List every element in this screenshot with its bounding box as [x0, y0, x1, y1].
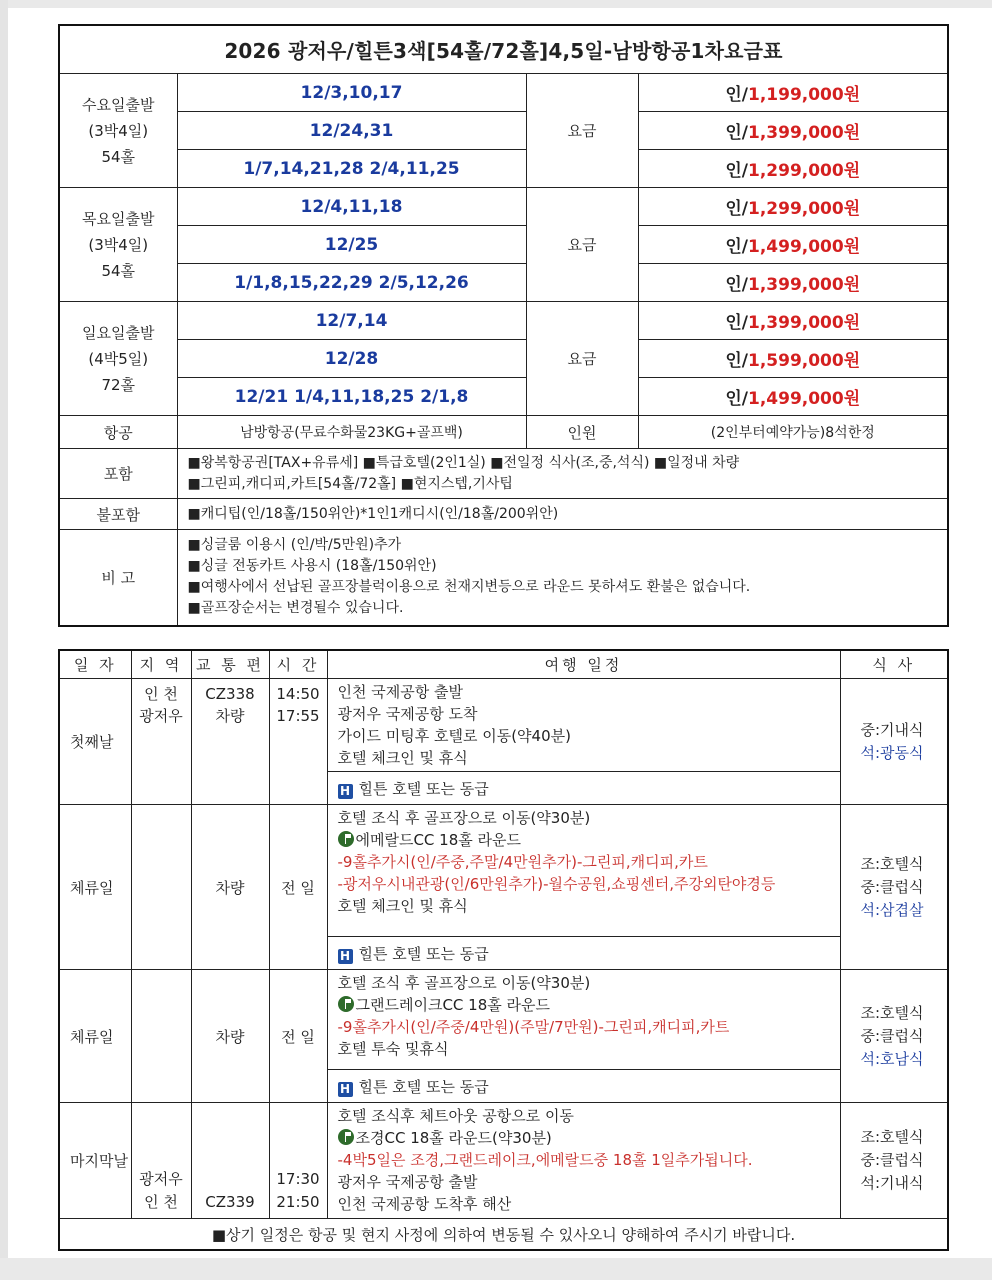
- hotel-cell: [327, 772, 840, 805]
- remarks-label: 비 고: [59, 530, 177, 626]
- golf-flag-icon: [338, 831, 354, 847]
- schedule-footer-note: ■상기 일정은 항공 및 현지 사정에 의하여 변동될 수 있사오니 양해하여 주시기 바랍니다.: [59, 1219, 948, 1251]
- hotel-text: 힐튼 호텔 또는 동급: [358, 779, 489, 798]
- price-prefix: 인/: [725, 123, 748, 143]
- departure-dates: 12/3,10,17: [177, 74, 526, 112]
- departure-dates: 12/4,11,18: [177, 188, 526, 226]
- activity-line: [338, 851, 830, 873]
- departure-group-line: 54홀: [101, 147, 136, 166]
- activity-text: 인천 국제공항 출발: [337, 683, 463, 701]
- time-cell: [269, 970, 327, 1103]
- meal-cell: [840, 679, 948, 805]
- meal-line: 조:호텔식: [860, 1128, 924, 1146]
- activity-cell: [327, 805, 840, 937]
- day-row: [59, 805, 948, 937]
- airline-value: 남방항공(무료수화물23KG+골프백): [177, 416, 526, 449]
- activity-text: 에메랄드CC 18홀 라운드: [355, 831, 521, 849]
- time-line: 17:55: [276, 707, 320, 725]
- region-line: 인 천: [144, 1193, 178, 1211]
- meal-cell: [840, 970, 948, 1103]
- golf-round-line: [338, 829, 830, 851]
- activity-text: 가이드 미팅후 호텔로 이동(약40분): [337, 727, 571, 745]
- excluded-row: [59, 499, 948, 530]
- remarks-line: ■골프장순서는 변경될수 있습니다.: [187, 600, 404, 617]
- activity-text: 호텔 투숙 및휴식: [337, 1040, 449, 1058]
- departure-group-line: 72홀: [101, 375, 136, 394]
- activity-cell: [327, 1103, 840, 1219]
- hotel-icon: H: [338, 949, 353, 964]
- activity-text: 호텔 조식 후 골프장으로 이동(약30분): [337, 974, 591, 992]
- activity-text: 그랜드레이크CC 18홀 라운드: [355, 996, 550, 1014]
- activity-cell: [327, 970, 840, 1070]
- activity-line: [338, 972, 830, 994]
- activity-text: 호텔 조식후 체트아웃 공항으로 이동: [337, 1107, 574, 1125]
- meal-line: 조:호텔식: [860, 854, 924, 873]
- price-row: [59, 264, 948, 302]
- golf-flag-icon: [338, 996, 354, 1012]
- departure-dates: 12/21 1/4,11,18,25 2/1,8: [177, 378, 526, 416]
- transport-line: 차량: [215, 707, 245, 725]
- included-text: [177, 449, 948, 499]
- price-row: [59, 150, 948, 188]
- screen-edge-left: [0, 0, 8, 1280]
- region-cell: [131, 805, 191, 970]
- hotel-icon: H: [338, 1082, 353, 1097]
- hotel-cell: [327, 1070, 840, 1103]
- day-label: 첫째날: [59, 679, 131, 805]
- price-cell: [638, 74, 948, 112]
- price-amount: 1,399,000원: [748, 123, 861, 143]
- price-row: [59, 226, 948, 264]
- price-cell: [638, 340, 948, 378]
- page-title: 2026 광저우/힐튼3색[54홀/72홀]4,5일-남방항공1차요금표: [59, 25, 948, 74]
- price-prefix: 인/: [725, 313, 748, 333]
- transport-line: CZ338: [205, 685, 255, 703]
- departure-group-line: 일요일출발: [82, 323, 155, 342]
- activity-text: 호텔 체크인 및 휴식: [337, 749, 468, 767]
- time-line: 21:50: [276, 1193, 320, 1211]
- price-amount: 1,399,000원: [748, 313, 861, 333]
- transport-cell: [191, 805, 269, 970]
- hotel-cell: [327, 937, 840, 970]
- departure-group-line: 목요일출발: [82, 209, 155, 228]
- activity-text: -9홀추가시(인/주중/4만원)(주말/7만원)-그린피,캐디피,카트: [337, 1018, 730, 1036]
- airline-label: 항공: [59, 416, 177, 449]
- departure-group-line: (3박4일): [88, 235, 149, 254]
- price-prefix: 인/: [725, 199, 748, 219]
- price-table-body: [59, 25, 948, 626]
- time-line: 전 일: [281, 1027, 315, 1046]
- time-line: 전 일: [281, 878, 315, 897]
- transport-cell: [191, 679, 269, 805]
- day-label: 체류일: [59, 970, 131, 1103]
- meal-line: 중:기내식: [860, 720, 924, 739]
- activity-line: [338, 1038, 830, 1060]
- activity-line: [338, 1171, 830, 1193]
- title-row: [59, 25, 948, 74]
- region-line: 광저우: [139, 707, 183, 725]
- footer-row: [59, 1219, 948, 1251]
- price-cell: [638, 302, 948, 340]
- region-cell: [131, 970, 191, 1103]
- remarks-line: ■싱글 전동카트 사용시 (18홀/150위안): [187, 558, 437, 575]
- activity-line: [338, 1193, 830, 1215]
- price-amount: 1,299,000원: [748, 199, 861, 219]
- hotel-text: 힐튼 호텔 또는 동급: [358, 944, 489, 963]
- price-row: [59, 188, 948, 226]
- region-line: 광저우: [139, 1170, 183, 1188]
- transport-cell: [191, 970, 269, 1103]
- golf-round-line: [338, 1127, 830, 1149]
- activity-text: 광저우 국제공항 도착: [337, 705, 478, 723]
- schedule-header-cell: 시 간: [269, 650, 327, 679]
- day-label: 마지막날: [59, 1103, 131, 1219]
- golf-round-line: [338, 994, 830, 1016]
- excluded-line: ■캐디팁(인/18홀/150위안)*1인1캐디시(인/18홀/200위안): [187, 505, 559, 522]
- activity-line: [338, 747, 830, 769]
- time-cell: [269, 805, 327, 970]
- activity-cell: [327, 679, 840, 772]
- activity-text: 인천 국제공항 도착후 해산: [337, 1195, 512, 1213]
- activity-text: 조경CC 18홀 라운드(약30분): [355, 1129, 552, 1147]
- departure-dates: 12/25: [177, 226, 526, 264]
- price-prefix: 인/: [725, 237, 748, 257]
- fee-label: 요금: [526, 188, 638, 302]
- airline-row: [59, 416, 948, 449]
- time-cell: [269, 1103, 327, 1219]
- region-cell: [131, 679, 191, 805]
- departure-dates: 12/28: [177, 340, 526, 378]
- day-row: [59, 679, 948, 772]
- departure-dates: 1/1,8,15,22,29 2/5,12,26: [177, 264, 526, 302]
- screen-edge-bottom: [0, 1258, 992, 1280]
- price-cell: [638, 226, 948, 264]
- transport-line: 차량: [215, 1027, 245, 1046]
- day-label: 체류일: [59, 805, 131, 970]
- departure-dates: 1/7,14,21,28 2/4,11,25: [177, 150, 526, 188]
- transport-line: CZ339: [205, 1193, 255, 1211]
- excluded-label: 불포함: [59, 499, 177, 530]
- included-label: 포함: [59, 449, 177, 499]
- time-line: 14:50: [276, 685, 320, 703]
- excluded-text: [177, 499, 948, 530]
- price-amount: 1,399,000원: [748, 275, 861, 295]
- schedule-header-row: [59, 650, 948, 679]
- meal-line: 석:삼겹살: [860, 900, 924, 919]
- price-row: [59, 340, 948, 378]
- activity-text: -광저우시내관광(인/6만원추가)-월수공원,쇼핑센터,주강외탄야경등: [337, 875, 776, 893]
- activity-line: [338, 1149, 830, 1171]
- time-line: 17:30: [276, 1170, 320, 1188]
- remarks-text: [177, 530, 948, 626]
- price-prefix: 인/: [725, 275, 748, 295]
- price-cell: [638, 188, 948, 226]
- schedule-header-cell: 여행 일정: [327, 650, 840, 679]
- activity-line: [338, 725, 830, 747]
- price-amount: 1,199,000원: [748, 85, 861, 105]
- departure-group-label: [59, 188, 177, 302]
- day-row: [59, 970, 948, 1070]
- pax-value: (2인부터예약가능)8석한정: [638, 416, 948, 449]
- departure-group-line: (4박5일): [88, 349, 149, 368]
- price-amount: 1,499,000원: [748, 389, 861, 409]
- schedule-table: [58, 649, 949, 1251]
- hotel-text: 힐튼 호텔 또는 동급: [358, 1077, 489, 1096]
- price-cell: [638, 150, 948, 188]
- activity-line: [338, 807, 830, 829]
- day-row: [59, 1103, 948, 1219]
- price-prefix: 인/: [725, 351, 748, 371]
- price-table: [58, 24, 949, 627]
- departure-group-label: [59, 74, 177, 188]
- meal-cell: [840, 805, 948, 970]
- meal-line: 조:호텔식: [860, 1003, 924, 1022]
- price-prefix: 인/: [725, 161, 748, 181]
- meal-line: 중:클럽식: [860, 877, 924, 896]
- schedule-header-cell: 지 역: [131, 650, 191, 679]
- region-cell: [131, 1103, 191, 1219]
- meal-cell: [840, 1103, 948, 1219]
- price-row: [59, 378, 948, 416]
- meal-line: 석:광동식: [860, 743, 924, 762]
- departure-group-line: (3박4일): [88, 121, 149, 140]
- fee-label: 요금: [526, 302, 638, 416]
- transport-cell: [191, 1103, 269, 1219]
- fee-label: 요금: [526, 74, 638, 188]
- price-amount: 1,299,000원: [748, 161, 861, 181]
- included-line: ■그린피,캐디피,카트[54홀/72홀] ■현지스텝,기사팁: [187, 475, 513, 492]
- remarks-line: ■여행사에서 선납된 골프장블럭이용으로 천재지변등으로 라운드 못하셔도 환불은 없습니다.: [187, 579, 751, 596]
- price-row: [59, 302, 948, 340]
- activity-line: [338, 703, 830, 725]
- price-row: [59, 112, 948, 150]
- departure-group-line: 54홀: [101, 261, 136, 280]
- region-line: 인 천: [144, 685, 178, 703]
- hotel-icon: H: [338, 784, 353, 799]
- included-line: ■왕복항공권[TAX+유류세] ■특급호텔(2인1실) ■전일정 식사(조,중,석식) ■일정내 차량: [187, 454, 740, 471]
- price-row: [59, 74, 948, 112]
- price-amount: 1,499,000원: [748, 237, 861, 257]
- departure-dates: 12/24,31: [177, 112, 526, 150]
- departure-dates: 12/7,14: [177, 302, 526, 340]
- price-prefix: 인/: [725, 389, 748, 409]
- golf-flag-icon: [338, 1129, 354, 1145]
- schedule-header-cell: 교 통 편: [191, 650, 269, 679]
- activity-text: 광저우 국제공항 출발: [337, 1173, 478, 1191]
- meal-line: 석:호남식: [860, 1049, 924, 1068]
- price-amount: 1,599,000원: [748, 351, 861, 371]
- activity-line: [338, 873, 830, 895]
- price-cell: [638, 264, 948, 302]
- screen-edge-top: [0, 0, 992, 8]
- remarks-line: ■싱글룸 이용시 (인/박/5만원)추가: [187, 537, 402, 554]
- transport-line: 차량: [215, 878, 245, 897]
- activity-text: -4박5일은 조경,그랜드레이크,에메랄드중 18홀 1일추가됩니다.: [337, 1151, 753, 1169]
- activity-text: 호텔 체크인 및 휴식: [337, 897, 468, 915]
- time-cell: [269, 679, 327, 805]
- price-prefix: 인/: [725, 85, 748, 105]
- activity-line: [338, 1016, 830, 1038]
- meal-line: 중:클럽식: [860, 1026, 924, 1045]
- schedule-header-cell: 일 자: [59, 650, 131, 679]
- schedule-table-body: [59, 650, 948, 1250]
- schedule-header-cell: 식 사: [840, 650, 948, 679]
- price-cell: [638, 378, 948, 416]
- activity-line: [338, 681, 830, 703]
- price-cell: [638, 112, 948, 150]
- activity-line: [338, 895, 830, 917]
- departure-group-line: 수요일출발: [82, 95, 155, 114]
- activity-line: [338, 1105, 830, 1127]
- departure-group-label: [59, 302, 177, 416]
- activity-text: 호텔 조식 후 골프장으로 이동(약30분): [337, 809, 591, 827]
- activity-text: -9홀추가시(인/주중,주말/4만원추가)-그린피,캐디피,카트: [337, 853, 708, 871]
- remarks-row: [59, 530, 948, 626]
- included-row: [59, 449, 948, 499]
- pax-label: 인원: [526, 416, 638, 449]
- meal-line: 중:클럽식: [860, 1151, 924, 1169]
- meal-line: 석:기내식: [860, 1174, 924, 1192]
